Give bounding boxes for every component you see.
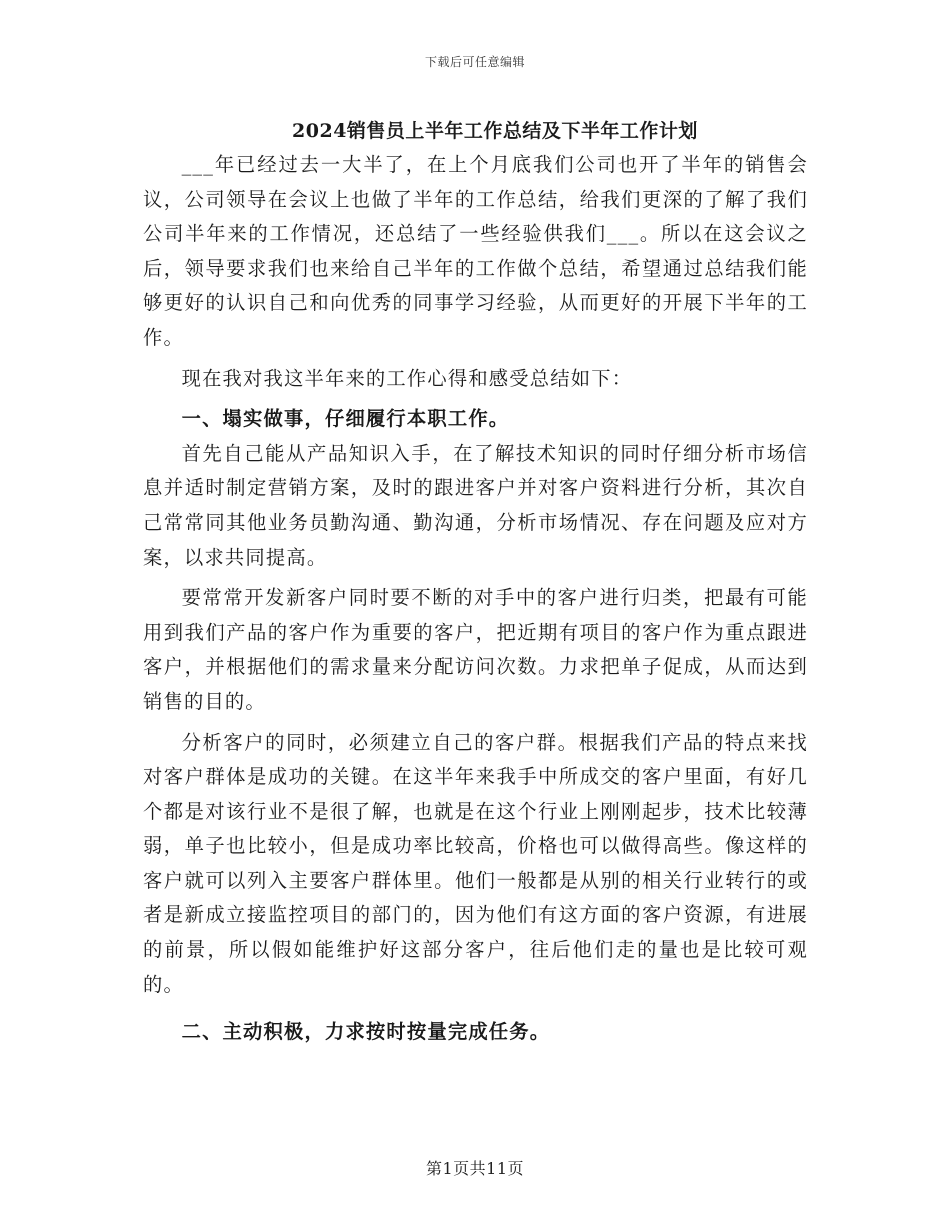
paragraph-new-customers: 要常常开发新客户同时要不断的对手中的客户进行归类，把最有可能用到我们产品的客户作为重要的客户，把近期有项目的客户作为重点跟进客户，并根据他们的需求量来分配访问次数。力求把单子促成，从而达到销售的目的。 [143, 586, 808, 713]
paragraph-product-knowledge: 首先自己能从产品知识入手，在了解技术知识的同时仔细分析市场信息并适时制定营销方案，及时的跟进客户并对客户资料进行分析，其次自己常常同其他业务员勤沟通、勤沟通，分析市场情况、存在问题及应对方案，以求共同提高。 [143, 441, 808, 569]
section-heading-1: 一、塌实做事，仔细履行本职工作。 [181, 407, 510, 431]
section-heading-2: 二、主动积极，力求按时按量完成任务。 [181, 1020, 551, 1044]
paragraph-intro: ___年已经过去一大半了，在上个月底我们公司也开了半年的销售会议，公司领导在会议上也做了半年的工作总结，给我们更深的了解了我们公司半年来的工作情况，还总结了一些经验供我们___。所以在这会议之后，领导要求我们也来给自己半年的工作做个总结，希望通过总结我们能够更好的认识自己和向优秀的同事学习经验，从而更好的开展下半年的工作。 [143, 153, 808, 349]
paragraph-summary-lead: 现在我对我这半年来的工作心得和感受总结如下： [181, 366, 633, 390]
page-indicator: 第1页共11页 [425, 1159, 525, 1178]
paragraph-customer-group: 分析客户的同时，必须建立自己的客户群。根据我们产品的特点来找对客户群体是成功的关键。在这半年来我手中所成交的客户里面，有好几个都是对该行业不是很了解，也就是在这个行业上刚刚起步，技术比较薄弱，单子也比较小，但是成功率比较高，价格也可以做得高些。像这样的客户就可以列入主要客户群体里。他们一般都是从别的相关行业转行的或者是新成立接监控项目的部门的，因为他们有这方面的客户资源，有进展的前景，所以假如能维护好这部分客户，往后他们走的量也是比较可观的。 [143, 730, 808, 996]
header-note: 下载后可任意编辑 [424, 55, 525, 69]
document-body [143, 148, 808, 1050]
document-title: 2024销售员上半年工作总结及下半年工作计划 [292, 120, 698, 142]
